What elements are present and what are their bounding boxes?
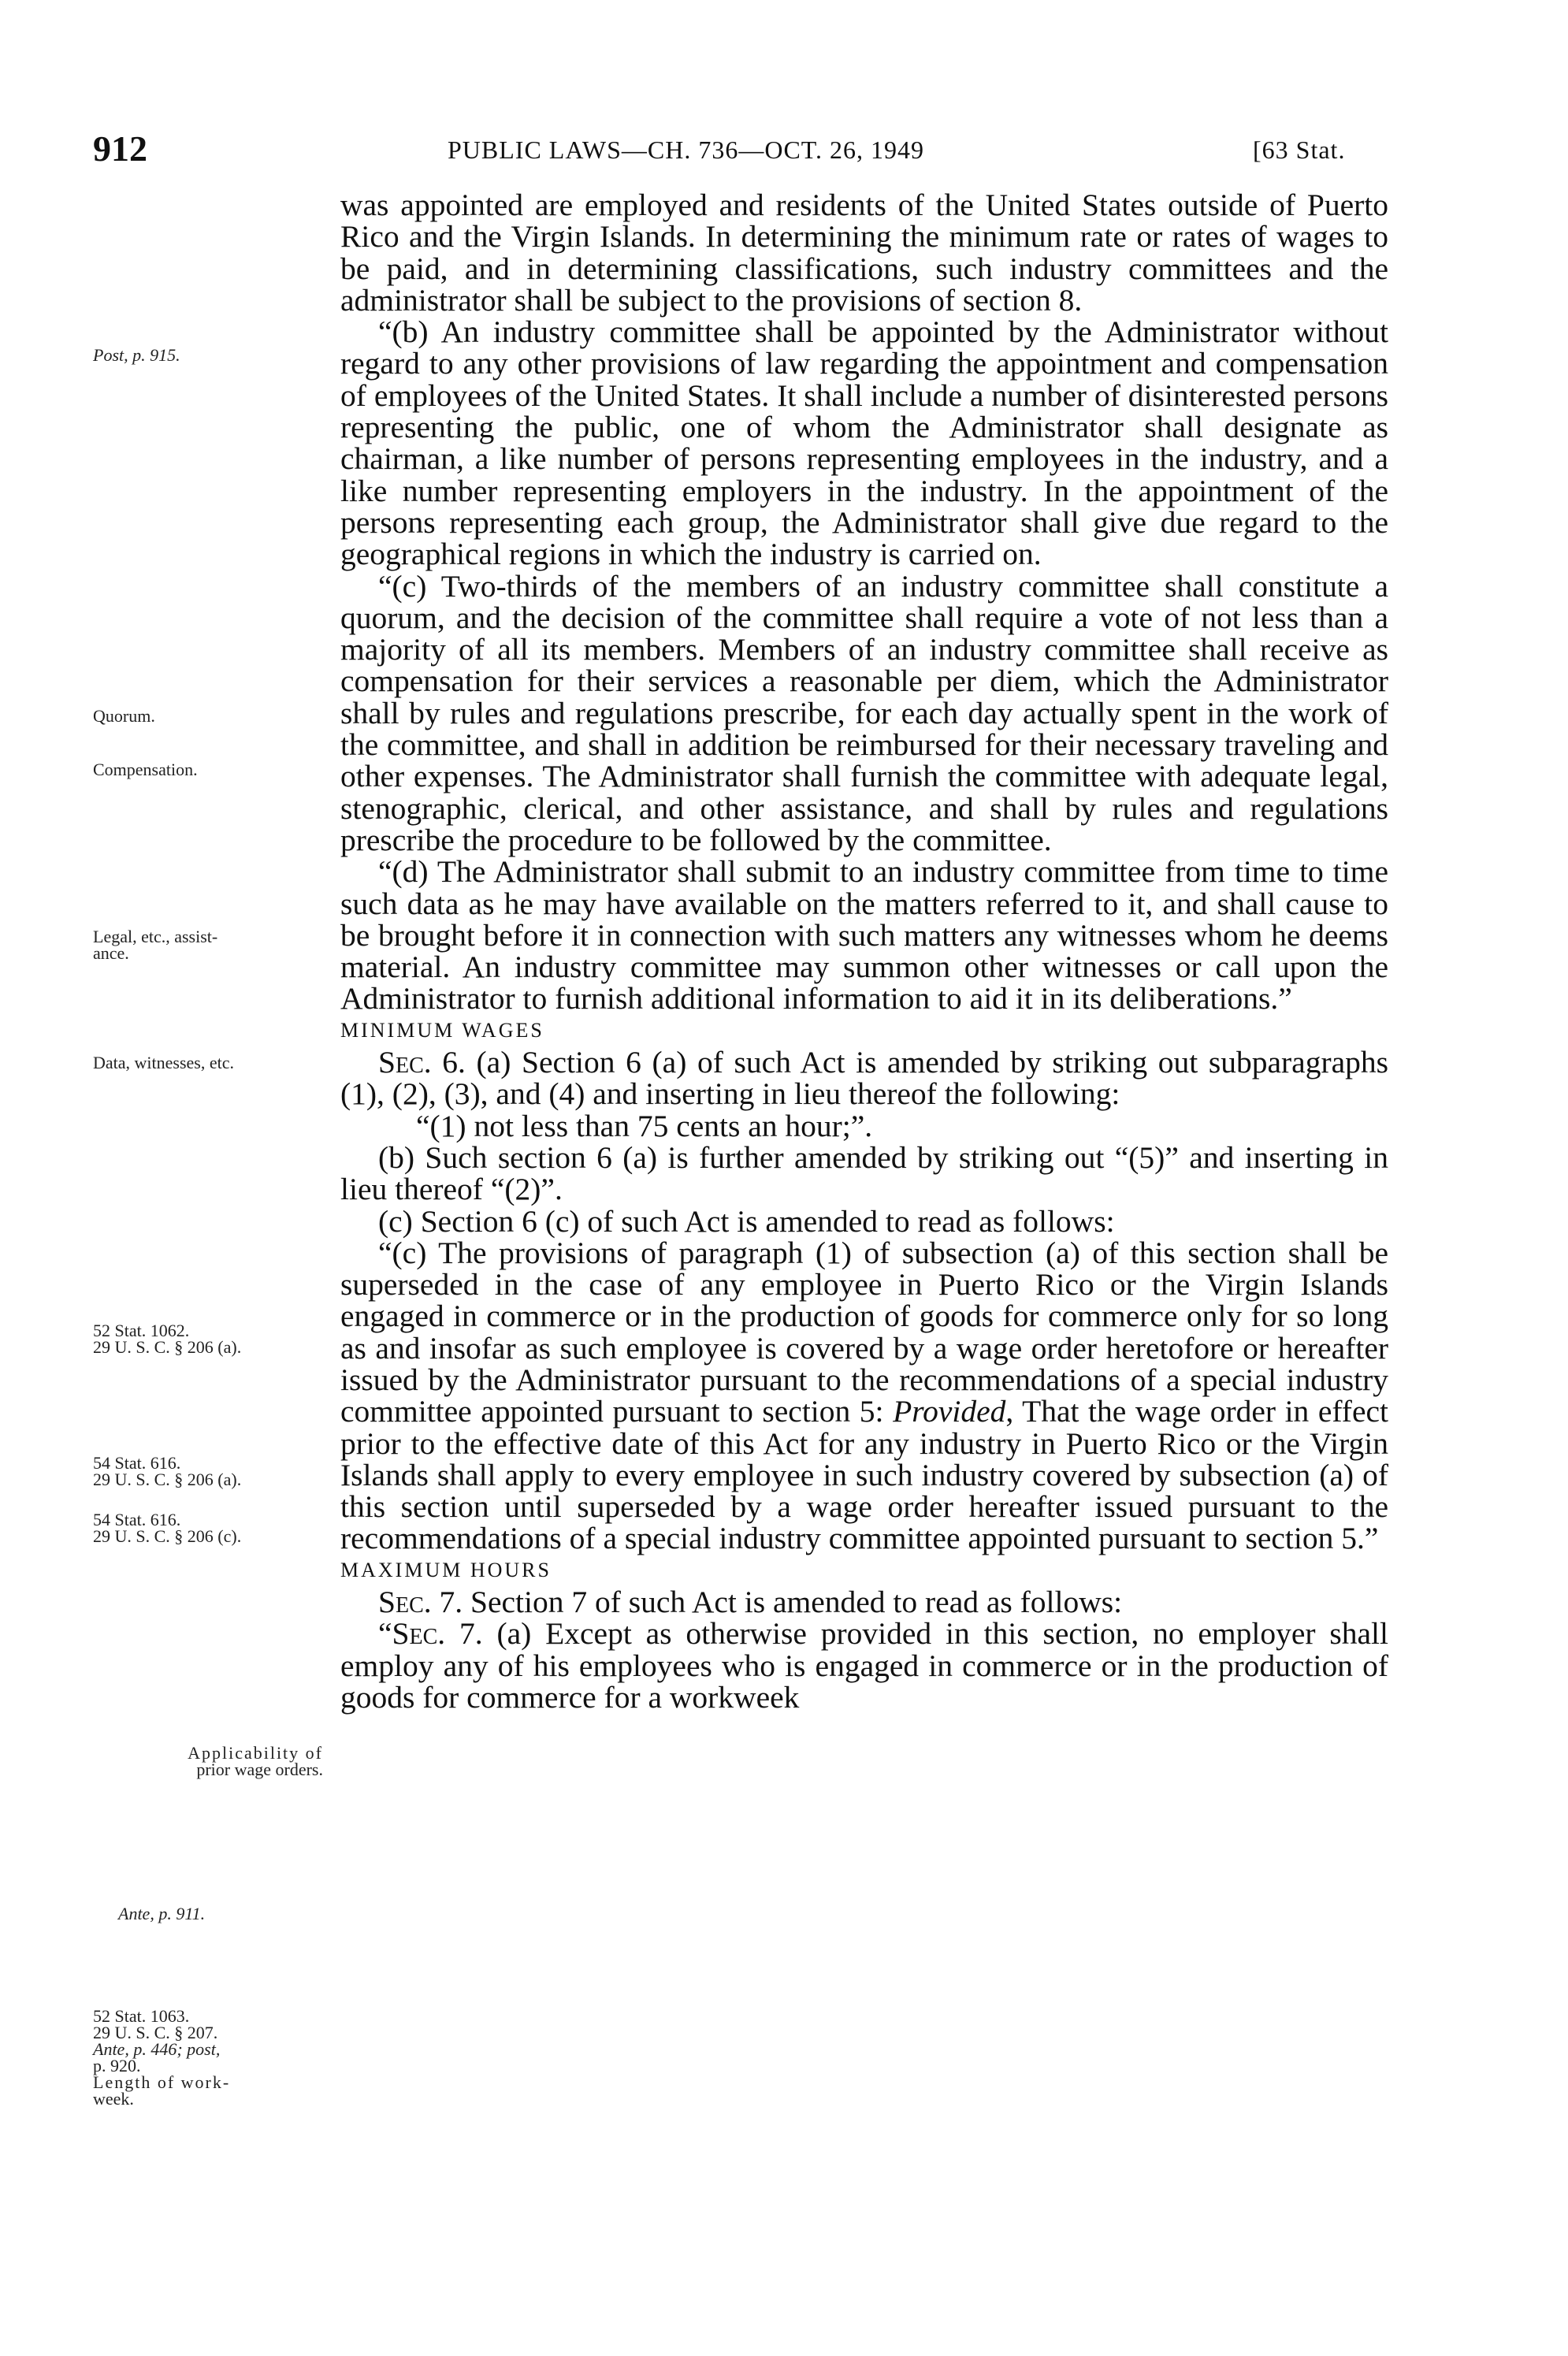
paragraph: “(c) Two-thirds of the members of an industry committee shall constitute a quorum, and the decision of the committee shall require a vote of not less than a majority of all its members. Members of an industry committee shall receive as compensation for their services a reasonable per diem, which the Administrator shall by rules and regulations prescribe, for each day actually spent in the work of the committee, and shall in addition be reimbursed for their necessary traveling and other expenses. The Administrator shall furnish the committee with adequate legal, stenographic, clerical, and other assistance, and shall by rules and regulations prescribe the procedure to be followed by the committee. bbox=[340, 568, 1388, 857]
margin-note-post: Post, p. 915. bbox=[93, 345, 180, 365]
margin-note-citation: 52 Stat. 1062. 29 U. S. C. § 206 (a). bbox=[93, 1321, 242, 1357]
paragraph: (c) Section 6 (c) of such Act is amended to read as follows: bbox=[378, 1203, 1115, 1239]
page-number: 912 bbox=[93, 128, 147, 169]
running-head: PUBLIC LAWS—CH. 736—OCT. 26, 1949 bbox=[448, 136, 924, 164]
margin-note-data-witnesses: Data, witnesses, etc. bbox=[93, 1053, 234, 1072]
section-heading-maximum-hours: MAXIMUM HOURS bbox=[340, 1558, 552, 1581]
paragraph: “(c) The provisions of paragraph (1) of subsection (a) of this section shall be superseded in the case of any employee in Puerto Rico or the Virgin Islands engaged in commerce or in the production of goods for commerce only for so long as and insofar as such employee is covered by a wage order heretofore or hereafter issued by the Administrator pursuant to the recommendations of a special industry committee appointed pursuant to section 5: Provided, That the wage order in effect prior to the effective date of this Act for any industry in Puerto Rico or the Virgin Islands shall apply to every employee in such industry covered by subsection (a) of this section until superseded by a wage order hereafter issued pursuant to the recommendations of a special industry committee appointed pursuant to section 5.” bbox=[340, 1235, 1388, 1556]
paragraph: Sec. 6. (a) Section 6 (a) of such Act is amended by striking out subparagraphs (1), (2), (3), and (4) and inserting in lieu thereof the following: bbox=[340, 1045, 1388, 1112]
margin-note-legal: Legal, etc., assist- ance. bbox=[93, 927, 218, 963]
section-label: Sec. 6. bbox=[378, 1045, 466, 1080]
margin-note-applicability: Applicability of prior wage orders. bbox=[188, 1743, 323, 1779]
paragraph: “(d) The Administrator shall submit to an industry committee from time to time such data as he may have available on the matters referred to it, and shall cause to be brought before it in connection with such matters any witnesses whom he deems material. An industry committee may summon other witnesses or call upon the Administrator to furnish additional information to aid it in its deliberations.” bbox=[340, 854, 1388, 1016]
volume-reference: [63 Stat. bbox=[1253, 136, 1346, 164]
paragraph: Sec. 7. Section 7 of such Act is amended to read as follows: bbox=[378, 1585, 1123, 1620]
section-label: Sec. 7. bbox=[378, 1585, 463, 1620]
margin-note-length-workweek: Length of work- week. bbox=[93, 2072, 231, 2109]
paragraph: “Sec. 7. (a) Except as otherwise provided in this section, no employer shall employ any of his employees who is engaged in commerce or in the production of goods for commerce for a workweek bbox=[340, 1616, 1388, 1715]
section-heading-minimum-wages: MINIMUM WAGES bbox=[340, 1018, 544, 1042]
section-label: “Sec. 7. bbox=[378, 1616, 483, 1652]
margin-note-compensation: Compensation. bbox=[93, 760, 198, 779]
margin-note-ante: Ante, p. 911. bbox=[118, 1904, 206, 1923]
paragraph: (b) Such section 6 (a) is further amended by striking out “(5)” and inserting in lieu thereof “(2)”. bbox=[340, 1139, 1388, 1207]
margin-note-citation: 54 Stat. 616. 29 U. S. C. § 206 (a). bbox=[93, 1453, 242, 1489]
paragraph: was appointed are employed and residents of the United States outside of Puerto Rico and the Virgin Islands. In determining the minimum rate or rates of wages to be paid, and in determining classifications, such industry committees and the administrator shall be subject to the provisions of section 8. bbox=[340, 188, 1388, 318]
statute-text bbox=[340, 189, 1388, 1713]
page-header bbox=[0, 128, 1568, 175]
margin-note-quorum: Quorum. bbox=[93, 706, 155, 726]
margin-note-citation: 52 Stat. 1063. 29 U. S. C. § 207. Ante, p. 446; post, p. 920. bbox=[93, 2006, 221, 2075]
paragraph: “(b) An industry committee shall be appointed by the Administrator without regard to any other provisions of law regarding the appointment and compensation of employees of the United States. It shall include a number of disinterested persons representing the public, one of whom the Administrator shall designate as chairman, a like number of persons representing employees in the industry, and a like number representing employers in the industry. In the appointment of the persons representing each group, the Administrator shall give due regard to the geographical regions in which the industry is carried on. bbox=[340, 314, 1388, 572]
margin-note-citation: 54 Stat. 616. 29 U. S. C. § 206 (c). bbox=[93, 1510, 242, 1546]
paragraph: “(1) not less than 75 cents an hour;”. bbox=[416, 1108, 873, 1143]
